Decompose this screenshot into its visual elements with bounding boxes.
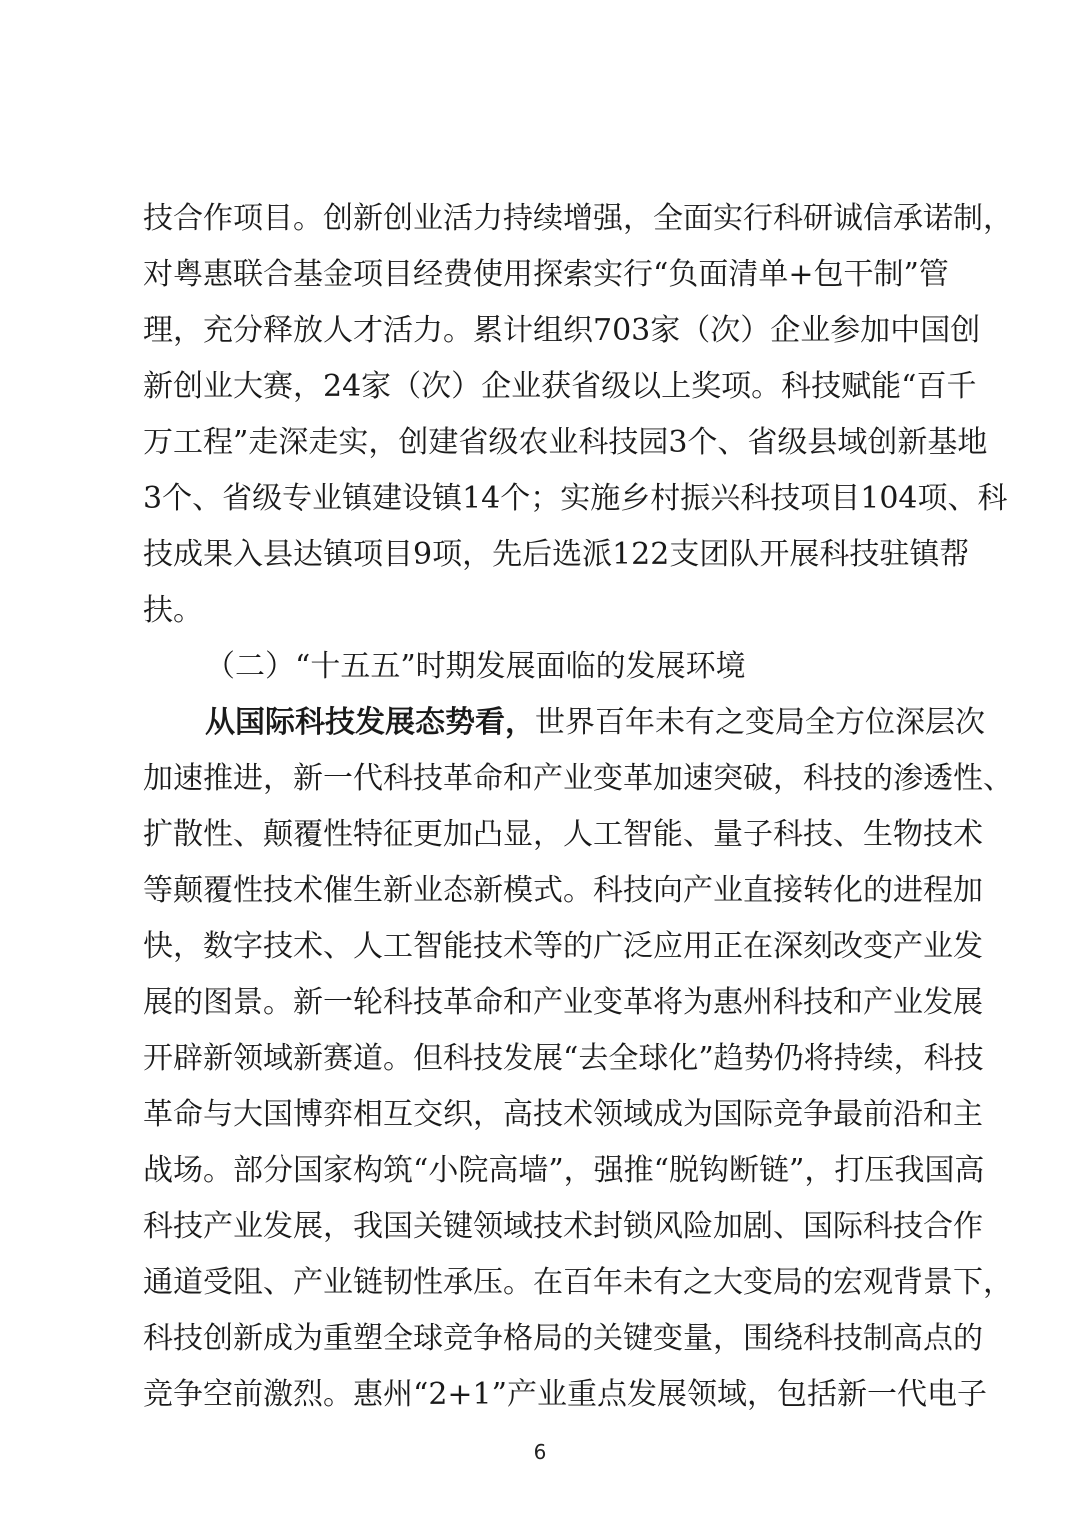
text-line: 科技创新成为重塑全球竞争格局的关键变量，围绕科技制高点的: [143, 1321, 983, 1356]
text-line: 新创业大赛，24家（次）企业获省级以上奖项。科技赋能“百千: [143, 369, 977, 404]
text-line: 战场。部分国家构筑“小院高墙”，强推“脱钩断链”，打压我国高: [143, 1153, 985, 1188]
text-line: 理，充分释放人才活力。累计组织703家（次）企业参加中国创: [143, 313, 981, 348]
text-line: 对粤惠联合基金项目经费使用探索实行“负面清单+包干制”管: [143, 257, 949, 292]
text-line: 3个、省级专业镇建设镇14个；实施乡村振兴科技项目104项、科: [143, 481, 1008, 516]
paragraph-first-line: [205, 703, 985, 743]
text-line: 展的图景。新一轮科技革命和产业变革将为惠州科技和产业发展: [143, 985, 983, 1020]
bold-lead: 从国际科技发展态势看，: [205, 705, 535, 740]
page-number: 6: [533, 1440, 547, 1464]
text-line: 革命与大国博弈相互交织，高技术领域成为国际竞争最前沿和主: [143, 1097, 983, 1132]
text-line: 等颠覆性技术催生新业态新模式。科技向产业直接转化的进程加: [143, 873, 983, 908]
text-line: 开辟新领域新赛道。但科技发展“去全球化”趋势仍将持续，科技: [143, 1041, 984, 1076]
lead-rest: 世界百年未有之变局全方位深层次: [535, 705, 985, 740]
text-line: 竞争空前激烈。惠州“2+1”产业重点发展领域，包括新一代电子: [143, 1377, 987, 1412]
text-line: 科技产业发展，我国关键领域技术封锁风险加剧、国际科技合作: [143, 1209, 983, 1244]
text-line: 技合作项目。创新创业活力持续增强，全面实行科研诚信承诺制，: [143, 201, 1013, 236]
text-line: 通道受阻、产业链韧性承压。在百年未有之大变局的宏观背景下，: [143, 1265, 1013, 1300]
section-heading: （二）“十五五”时期发展面临的发展环境: [205, 649, 746, 684]
text-line: 快，数字技术、人工智能技术等的广泛应用正在深刻改变产业发: [143, 929, 983, 964]
text-line: 加速推进，新一代科技革命和产业变革加速突破，科技的渗透性、: [143, 761, 1013, 796]
text-line: 扩散性、颠覆性特征更加凸显，人工智能、量子科技、生物技术: [143, 817, 983, 852]
text-line: 万工程”走深走实，创建省级农业科技园3个、省级县域创新基地: [143, 425, 988, 460]
text-line: 技成果入县达镇项目9项，先后选派122支团队开展科技驻镇帮: [143, 537, 970, 572]
text-line: 扶。: [143, 593, 203, 628]
